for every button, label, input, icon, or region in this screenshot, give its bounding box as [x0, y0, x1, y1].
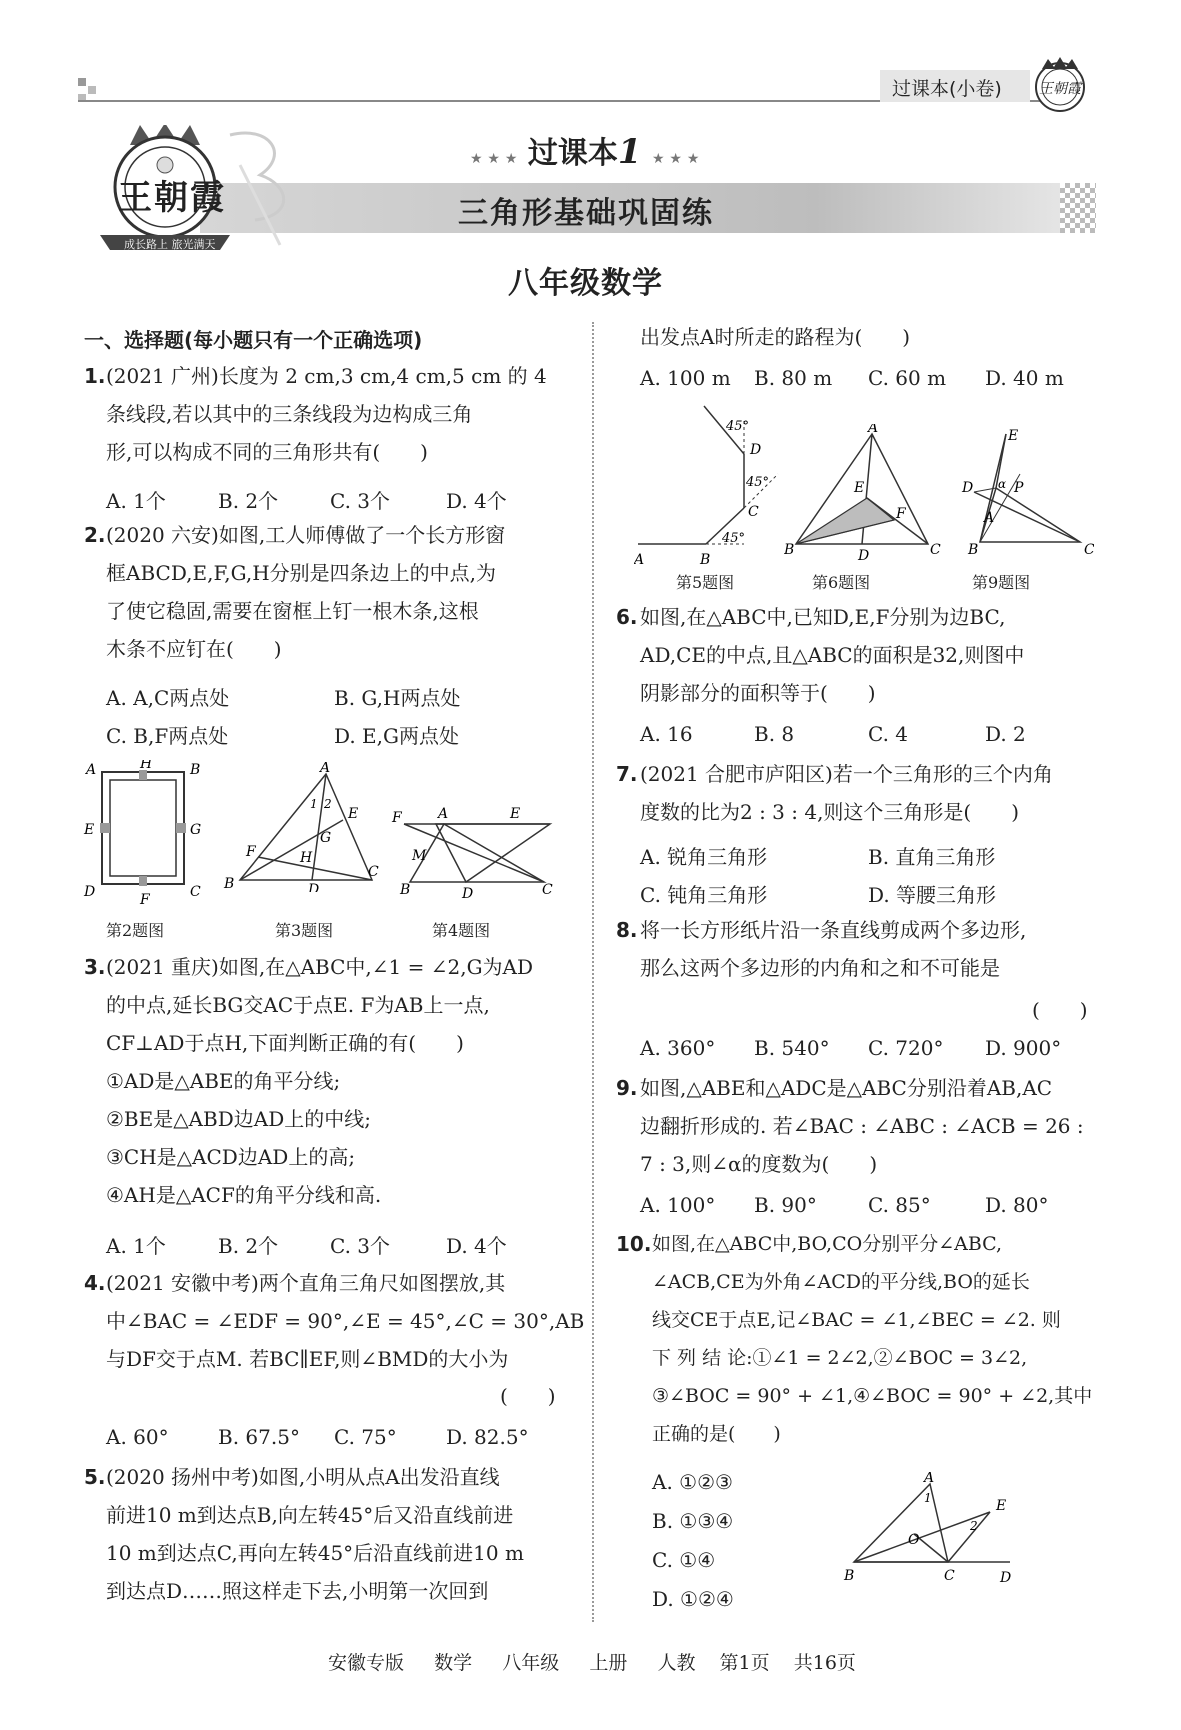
option-b[interactable]: B. 540°: [754, 1036, 830, 1060]
option-a[interactable]: A. A,C两点处: [106, 686, 230, 710]
option-d[interactable]: D. 等腰三角形: [868, 883, 997, 907]
unit-title: 三角形基础巩固练: [458, 196, 714, 231]
figure-q3: [220, 762, 380, 896]
section-title: 一、选择题(每小题只有一个正确选项): [84, 328, 423, 352]
option-a[interactable]: A. 60°: [106, 1425, 169, 1449]
option-b[interactable]: B. G,H两点处: [334, 686, 461, 710]
corner-logo-icon: [1032, 55, 1088, 119]
svg-text:O: O: [908, 1532, 920, 1548]
svg-text:F: F: [896, 506, 906, 522]
footer-grade: 八年级: [502, 1652, 560, 1674]
question-text: 出发点A时所走的路程为( ): [640, 325, 911, 349]
figure-q6: [784, 424, 944, 568]
option-a[interactable]: A. 锐角三角形: [640, 845, 768, 869]
question-number: 10.: [616, 1232, 652, 1256]
svg-text:王朝霞: 王朝霞: [1039, 81, 1081, 97]
svg-text:F: F: [392, 810, 402, 826]
svg-text:A: A: [320, 762, 331, 776]
footer-page: 第1页: [719, 1652, 770, 1674]
option-d[interactable]: D. ①②④: [652, 1587, 734, 1611]
option-c[interactable]: C. 3个: [330, 489, 391, 513]
option-c[interactable]: C. 钝角三角形: [640, 883, 768, 907]
svg-text:D: D: [308, 882, 320, 892]
svg-text:B: B: [224, 876, 235, 892]
figure-q4: [390, 800, 560, 904]
logo-text: 王朝霞: [118, 178, 226, 218]
option-d[interactable]: D. 4个: [446, 1234, 507, 1258]
svg-text:B: B: [844, 1568, 855, 1584]
question-text: ②BE是△ABD边AD上的中线;: [106, 1107, 371, 1131]
question-text: (2021 重庆)如图,在△ABC中,∠1 = ∠2,G为AD: [106, 955, 534, 979]
option-b[interactable]: B. 67.5°: [218, 1425, 300, 1449]
question-text: 到达点D……照这样走下去,小明第一次回到: [106, 1579, 489, 1603]
option-c[interactable]: C. 720°: [868, 1036, 944, 1060]
svg-text:C: C: [1084, 542, 1094, 558]
option-d[interactable]: D. 900°: [985, 1036, 1062, 1060]
question-text: 了使它稳固,需要在窗框上钉一根木条,这根: [106, 599, 479, 623]
svg-text:1: 1: [924, 1491, 932, 1505]
option-a[interactable]: A. 1个: [106, 1234, 166, 1258]
option-d[interactable]: D. E,G两点处: [334, 724, 459, 748]
subject-title: 八年级数学: [508, 266, 663, 301]
question-text: 如图,在△ABC中,已知D,E,F分别为边BC,: [640, 605, 1006, 629]
svg-text:G: G: [320, 830, 332, 846]
caption-fig3: 第3题图: [275, 921, 334, 940]
caption-fig6: 第6题图: [812, 573, 871, 592]
question-text: 木条不应钉在( ): [106, 637, 282, 661]
question-5-continued: [640, 318, 910, 356]
corner-label: 过课本(小卷): [892, 78, 1002, 100]
svg-text:B: B: [968, 542, 979, 558]
answer-bracket[interactable]: ( ): [1032, 998, 1088, 1022]
question-text: 边翻折形成的. 若∠BAC : ∠ABC : ∠ACB = 26 :: [640, 1114, 1084, 1138]
svg-text:45°: 45°: [746, 475, 770, 490]
star-icon: ★ ★ ★: [470, 151, 518, 167]
svg-text:B: B: [700, 552, 711, 568]
question-text: (2021 安徽中考)两个直角三角尺如图摆放,其: [106, 1271, 506, 1295]
option-b[interactable]: B. 80 m: [754, 366, 833, 390]
question-text: (2020 扬州中考)如图,小明从点A出发沿直线: [106, 1465, 500, 1489]
svg-text:B: B: [784, 542, 795, 558]
option-d[interactable]: D. 4个: [446, 489, 507, 513]
question-text: 与DF交于点M. 若BC∥EF,则∠BMD的大小为: [106, 1347, 509, 1371]
footer: [328, 1648, 856, 1675]
caption-fig5: 第5题图: [676, 573, 735, 592]
svg-text:D: D: [750, 442, 762, 458]
question-text: 度数的比为2 : 3 : 4,则这个三角形是( ): [640, 800, 1020, 824]
svg-text:P: P: [1014, 480, 1024, 496]
svg-text:A: A: [86, 762, 97, 778]
svg-text:D: D: [84, 884, 96, 900]
svg-text:E: E: [996, 1498, 1007, 1514]
question-text: 下 列 结 论:①∠1 = 2∠2,②∠BOC = 3∠2,: [652, 1347, 1028, 1369]
question-text: 中∠BAC = ∠EDF = 90°,∠E = 45°,∠C = 30°,AB: [106, 1309, 585, 1333]
option-b[interactable]: B. 2个: [218, 1234, 279, 1258]
svg-text:M: M: [412, 848, 427, 864]
option-c[interactable]: C. 3个: [330, 1234, 391, 1258]
option-d[interactable]: D. 40 m: [985, 366, 1064, 390]
option-c[interactable]: C. B,F两点处: [106, 724, 229, 748]
question-text: 条线段,若以其中的三条线段为边构成三角: [106, 402, 473, 426]
question-text: 前进10 m到达点B,向左转45°后又沿直线前进: [106, 1503, 514, 1527]
option-a[interactable]: A. 16: [640, 722, 693, 746]
footer-edition: 安徽专版: [328, 1652, 405, 1674]
svg-text:C: C: [542, 882, 553, 898]
svg-text:G: G: [190, 822, 202, 838]
question-number: 3.: [84, 955, 106, 979]
option-c[interactable]: C. 60 m: [868, 366, 947, 390]
option-b[interactable]: B. 2个: [218, 489, 279, 513]
footer-volume: 上册: [589, 1652, 628, 1674]
star-icon: ★ ★ ★: [651, 151, 700, 167]
question-text: (2021 广州)长度为 2 cm,3 cm,4 cm,5 cm 的 4: [106, 364, 547, 388]
option-c[interactable]: C. 75°: [334, 1425, 397, 1449]
svg-text:B: B: [190, 762, 201, 778]
question-text: 如图,在△ABC中,BO,CO分别平分∠ABC,: [652, 1233, 1003, 1255]
figure-q10: [840, 1472, 1020, 1596]
question-number: 1.: [84, 364, 106, 388]
footer-subject: 数学: [434, 1652, 473, 1674]
svg-text:A: A: [438, 806, 449, 822]
banner-checker: [1060, 183, 1096, 233]
question-number: 2.: [84, 523, 106, 547]
svg-text:2: 2: [970, 1519, 978, 1533]
svg-text:E: E: [1008, 428, 1019, 444]
answer-bracket[interactable]: ( ): [500, 1384, 556, 1408]
question-text: AD,CE的中点,且△ABC的面积是32,则图中: [640, 643, 1025, 667]
option-c[interactable]: C. 4: [868, 722, 909, 746]
figure-q5: [634, 404, 794, 578]
svg-text:C: C: [930, 542, 941, 558]
option-b[interactable]: B. 90°: [754, 1193, 817, 1217]
series-number: 1: [617, 132, 642, 172]
question-number: 5.: [84, 1465, 106, 1489]
question-text: 线交CE于点E,记∠BAC = ∠1,∠BEC = ∠2. 则: [652, 1309, 1061, 1331]
option-d[interactable]: D. 2: [985, 722, 1026, 746]
caption-fig9: 第9题图: [972, 573, 1031, 592]
svg-text:C: C: [944, 1568, 955, 1584]
svg-text:F: F: [246, 844, 256, 860]
svg-text:D: D: [1000, 1570, 1012, 1586]
option-a[interactable]: A. ①②③: [652, 1470, 733, 1494]
svg-text:D: D: [462, 886, 474, 900]
series-label: 过课本: [527, 136, 618, 171]
question-text: 的中点,延长BG交AC于点E. F为AB上一点,: [106, 993, 490, 1017]
question-text: ∠ACB,CE为外角∠ACD的平分线,BO的延长: [652, 1271, 1030, 1293]
question-text: ③∠BOC = 90° + ∠1,④∠BOC = 90° + ∠2,其中: [652, 1385, 1093, 1407]
svg-text:A: A: [868, 424, 879, 436]
svg-text:C: C: [368, 864, 379, 880]
option-a[interactable]: A. 1个: [106, 489, 166, 513]
svg-text:45°: 45°: [726, 419, 750, 434]
svg-text:A: A: [634, 552, 645, 568]
option-c[interactable]: C. ①④: [652, 1548, 716, 1572]
svg-text:2: 2: [324, 797, 332, 811]
question-text: ①AD是△ABE的角平分线;: [106, 1069, 341, 1093]
svg-text:E: E: [348, 806, 359, 822]
question-text: CF⊥AD于点H,下面判断正确的有( ): [106, 1031, 464, 1055]
question-text: ④AH是△ACF的角平分线和高.: [106, 1183, 382, 1207]
svg-text:C: C: [748, 504, 759, 520]
caption-fig2: 第2题图: [106, 921, 165, 940]
question-number: 9.: [616, 1076, 638, 1100]
series-title: [470, 128, 699, 172]
svg-text:C: C: [190, 884, 201, 900]
svg-text:E: E: [510, 806, 521, 822]
question-text: 将一长方形纸片沿一条直线剪成两个多边形,: [640, 918, 1027, 942]
option-b[interactable]: B. 直角三角形: [868, 845, 996, 869]
figure-q2: [80, 760, 210, 914]
svg-text:F: F: [140, 892, 150, 908]
column-divider: [592, 322, 594, 1622]
question-number: 4.: [84, 1271, 106, 1295]
question-text: 阴影部分的面积等于( ): [640, 681, 876, 705]
option-c[interactable]: C. 85°: [868, 1193, 931, 1217]
option-d[interactable]: D. 80°: [985, 1193, 1049, 1217]
svg-text:B: B: [400, 882, 411, 898]
svg-text:α: α: [998, 477, 1007, 491]
question-text: 10 m到达点C,再向左转45°后沿直线前进10 m: [106, 1541, 524, 1565]
footer-publisher: 人教: [657, 1652, 696, 1674]
caption-fig4: 第4题图: [432, 921, 491, 940]
svg-text:E: E: [854, 480, 865, 496]
question-text: 如图,△ABE和△ADC是△ABC分别沿着AB,AC: [640, 1076, 1053, 1100]
logo-tagline: 成长路上 旅光满天: [124, 238, 216, 251]
svg-text:A: A: [984, 510, 995, 526]
footer-total: 共16页: [793, 1652, 856, 1674]
question-number: 7.: [616, 762, 638, 786]
svg-text:1: 1: [310, 797, 318, 811]
svg-text:D: D: [962, 480, 974, 496]
question-text: 正确的是( ): [652, 1423, 781, 1445]
option-b[interactable]: B. ①③④: [652, 1509, 734, 1533]
question-text: (2020 六安)如图,工人师傅做了一个长方形窗: [106, 523, 506, 547]
svg-text:45°: 45°: [722, 531, 746, 546]
question-text: ③CH是△ACD边AD上的高;: [106, 1145, 356, 1169]
svg-text:D: D: [858, 548, 870, 564]
figure-q9: [944, 424, 1094, 568]
question-text: 那么这两个多边形的内角和之和不可能是: [640, 956, 1000, 980]
option-a[interactable]: A. 100 m: [640, 366, 731, 390]
question-number: 6.: [616, 605, 638, 629]
question-text: 框ABCD,E,F,G,H分别是四条边上的中点,为: [106, 561, 496, 585]
question-text: (2021 合肥市庐阳区)若一个三角形的三个内角: [640, 762, 1053, 786]
option-d[interactable]: D. 82.5°: [446, 1425, 529, 1449]
option-a[interactable]: A. 100°: [640, 1193, 716, 1217]
svg-text:A: A: [924, 1472, 935, 1486]
question-text: 形,可以构成不同的三角形共有( ): [106, 440, 428, 464]
svg-text:E: E: [84, 822, 95, 838]
option-b[interactable]: B. 8: [754, 722, 795, 746]
question-number: 8.: [616, 918, 638, 942]
svg-text:H: H: [300, 850, 313, 866]
option-a[interactable]: A. 360°: [640, 1036, 716, 1060]
question-text: 7 : 3,则∠α的度数为( ): [640, 1152, 878, 1176]
svg-text:H: H: [140, 760, 153, 772]
